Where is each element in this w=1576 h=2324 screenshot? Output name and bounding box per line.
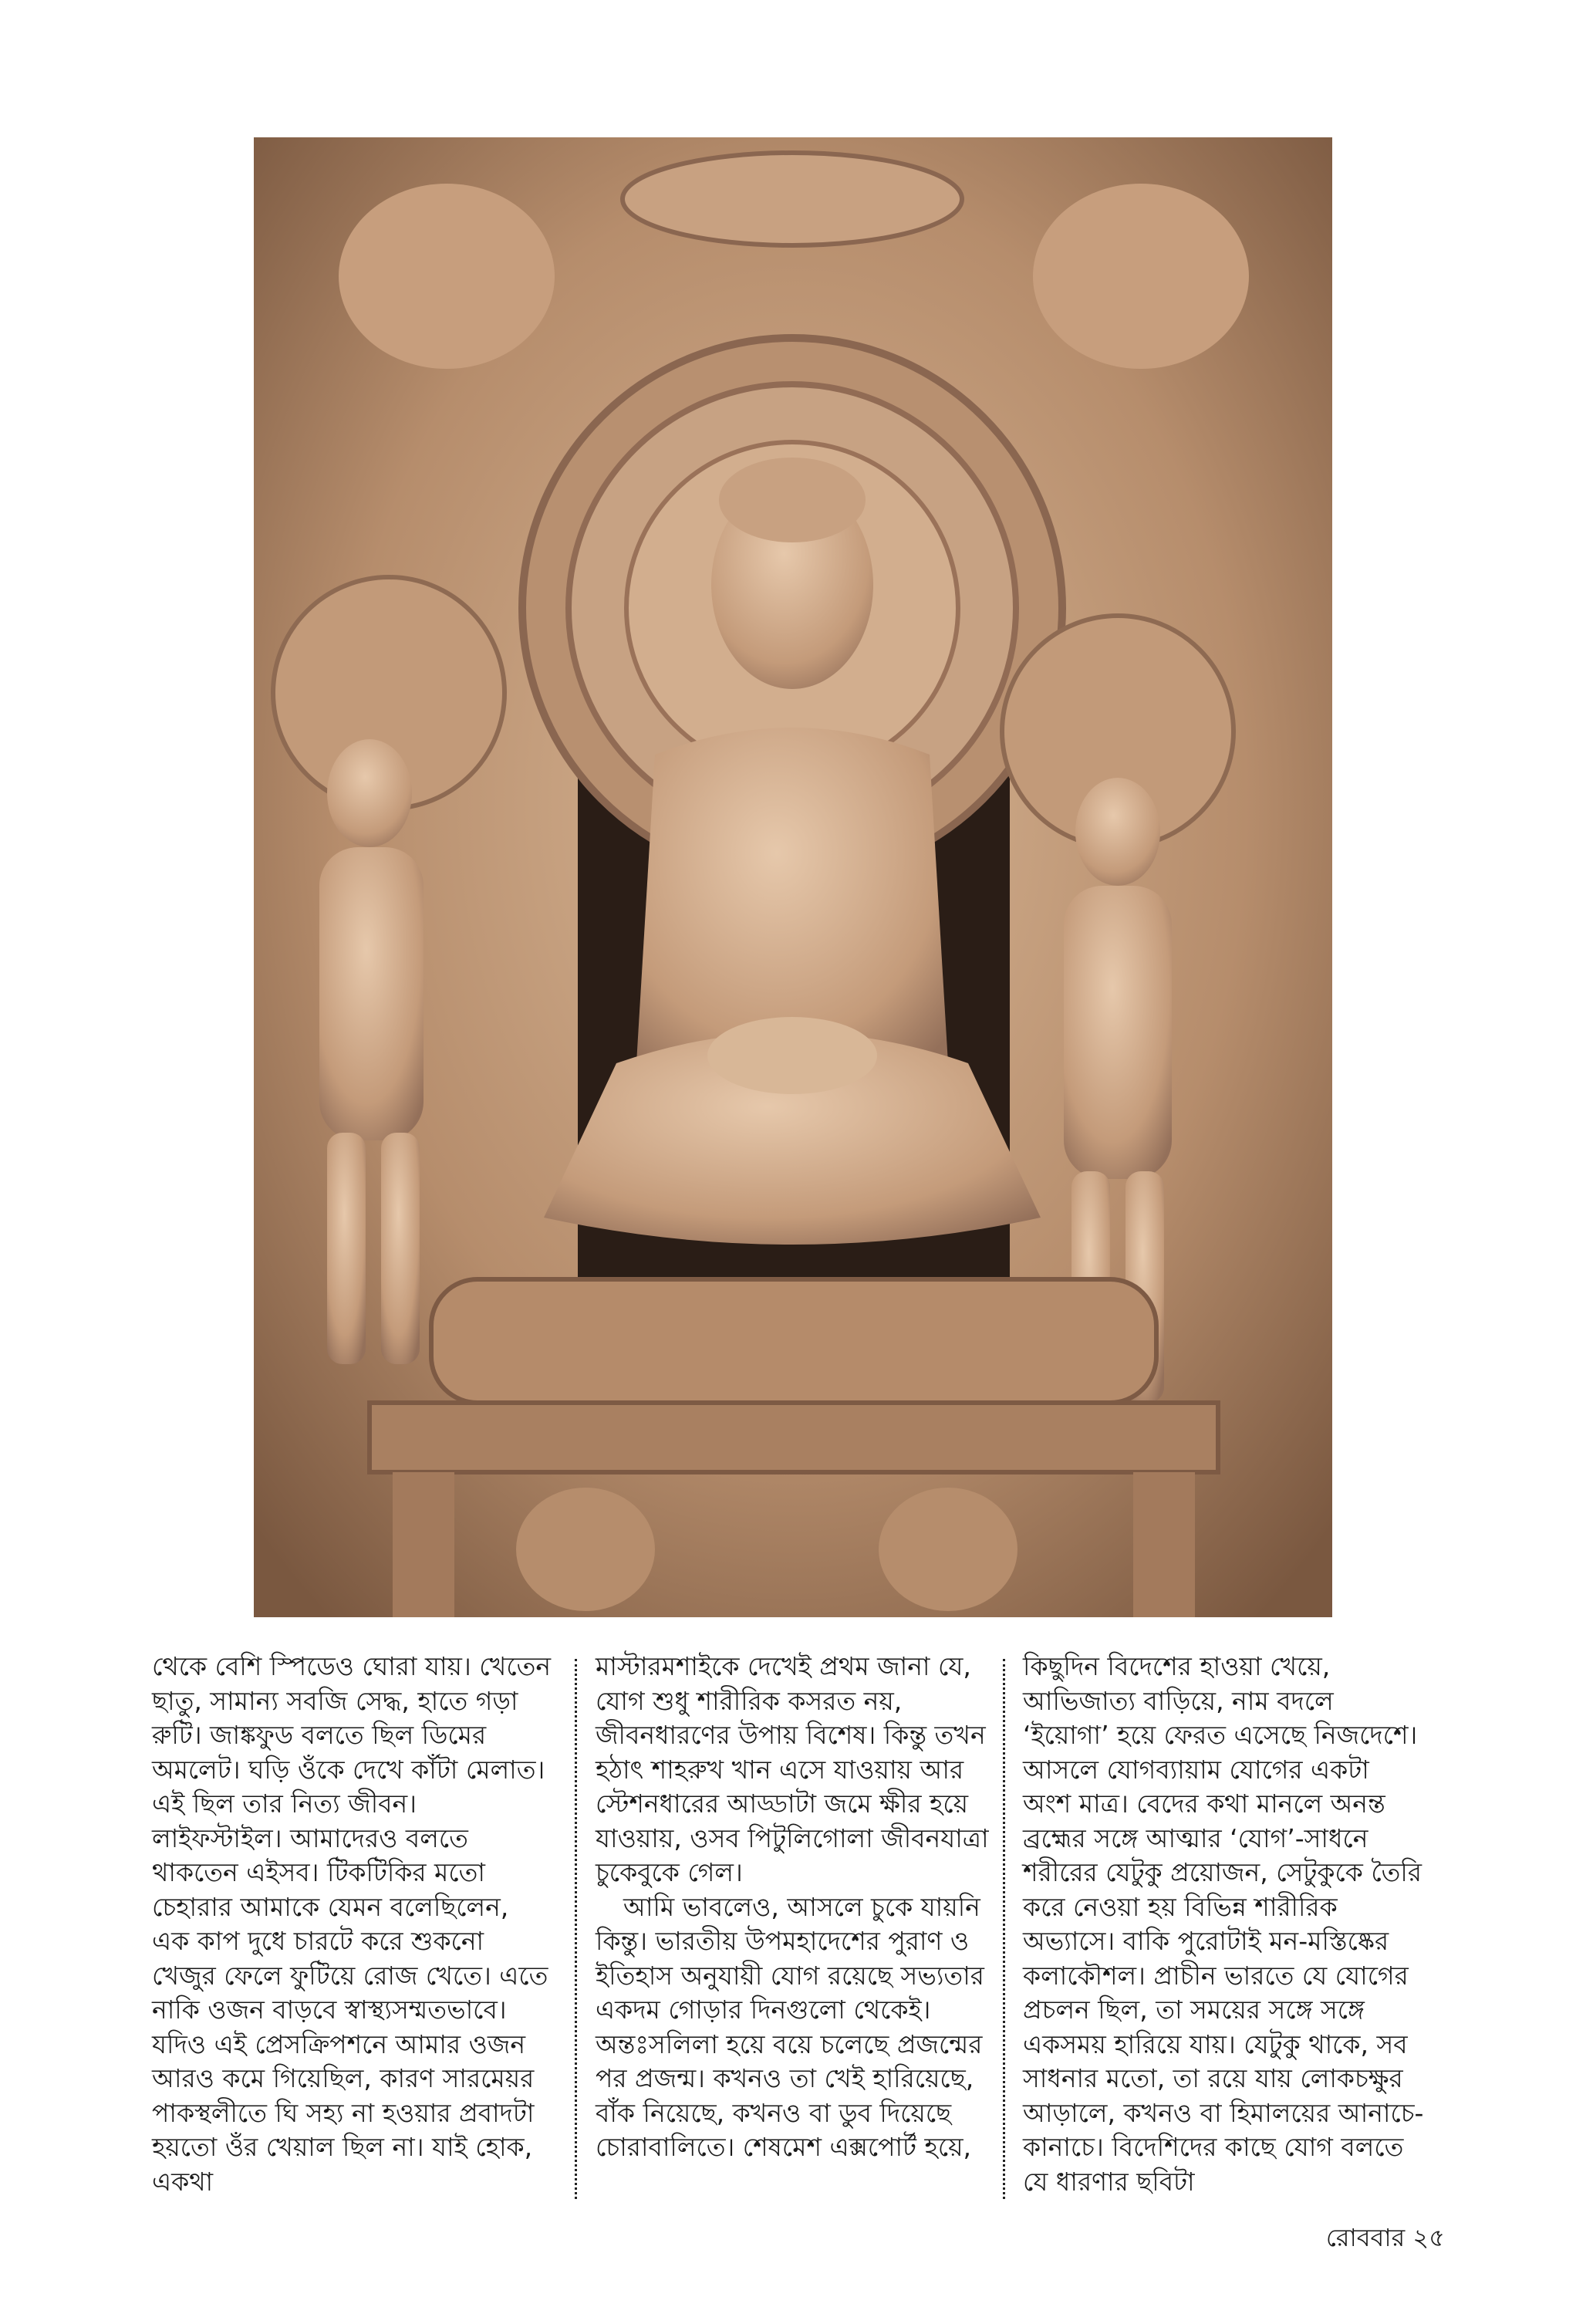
column-1-paragraph-1: থেকে বেশি স্পিডেও ঘোরা যায়। খেতেন ছাতু, সামান্য সবজি সেদ্ধ, হাতে গড়া রুটি। জাঙ্কফুড বলতে ছিল ডিমের অমলেট। ঘড়ি ওঁকে দেখে কাঁটা মেলাত। এই ছিল তার নিত্য জীবন। লাইফস্টাইল। আমাদেরও বলতে থাকতেন এইসব। টিকটিকির মতো চেহারার আমাকে যেমন বলেছিলেন, এক কাপ দুধে চারটে করে শুকনো খেজুর ফেলে ফুটিয়ে রোজ খেতে। এতে নাকি ওজন বাড়বে স্বাস্থ্যসম্মতভাবে। যদিও এই প্রেসক্রিপশনে আমার ওজন আরও কমে গিয়েছিল, কারণ সারমেয়র পাকস্থলীতে ঘি সহ্য না হওয়ার প্রবাদটা হয়তো ওঁর খেয়াল ছিল না। যাই হোক, একথা [152, 1651, 552, 2197]
article-photo [254, 137, 1332, 1617]
page-number: ২৫ [1412, 2223, 1445, 2252]
article-column-1 [152, 1650, 553, 2199]
column-divider [1003, 1659, 1005, 2199]
column-divider [575, 1659, 577, 2199]
column-3-paragraph-1: কিছুদিন বিদেশের হাওয়া খেয়ে, আভিজাত্য বাড়িয়ে, নাম বদলে ‘ইয়োগা’ হয়ে ফেরত এসেছে নিজদেশে। আসলে যোগব্যায়াম যোগের একটা অংশ মাত্র। বেদের কথা মানলে অনন্ত ব্রহ্মের সঙ্গে আত্মার ‘যোগ’-সাধনে শরীরের যেটুকু প্রয়োজন, সেটুকুকে তৈরি করে নেওয়া হয় বিভিন্ন শারীরিক অভ্যাসে। বাকি পুরোটাই মন-মস্তিষ্কের কলাকৌশল। প্রাচীন ভারতে যে যোগের প্রচলন ছিল, তা সময়ের সঙ্গে সঙ্গে একসময় হারিয়ে যায়। যেটুকু থাকে, সব সাধনার মতো, তা রয়ে যায় লোকচক্ষুর আড়ালে, কখনও বা হিমালয়ের আনাচে-কানাচে। বিদেশিদের কাছে যোগ বলতে যে ধারণার ছবিটা [1023, 1651, 1424, 2197]
column-2-paragraph-1: মাস্টারমশাইকে দেখেই প্রথম জানা যে, যোগ শুধু শারীরিক কসরত নয়, জীবনধারণের উপায় বিশেষ। কিন্তু তখন হঠাৎ শাহরুখ খান এসে যাওয়ায় আর স্টেশনধারের আড্ডাটা জমে ক্ষীর হয়ে যাওয়ায়, ওসব পিটুলিগোলা জীবনযাত্রা চুকেবুকে গেল। [596, 1651, 989, 1887]
magazine-name: রোববার [1325, 2223, 1406, 2252]
article-column-2 [596, 1650, 997, 2165]
article-column-3 [1023, 1650, 1424, 2199]
column-2-paragraph-2: আমি ভাবলেও, আসলে চুকে যায়নি কিন্তু। ভারতীয় উপমহাদেশের পুরাণ ও ইতিহাস অনুযায়ী যোগ রয়েছে সভ্যতার একদম গোড়ার দিনগুলো থেকেই। অন্তঃসলিলা হয়ে বয়ে চলেছে প্রজন্মের পর প্রজন্ম। কখনও তা খেই হারিয়েছে, বাঁক নিয়েছে, কখনও বা ডুব দিয়েছে চোরাবালিতে। শেষমেশ এক্সপোর্ট হয়ে, [596, 1891, 984, 2162]
page-footer [1326, 2222, 1445, 2253]
sculpture-illustration [254, 137, 1332, 1617]
